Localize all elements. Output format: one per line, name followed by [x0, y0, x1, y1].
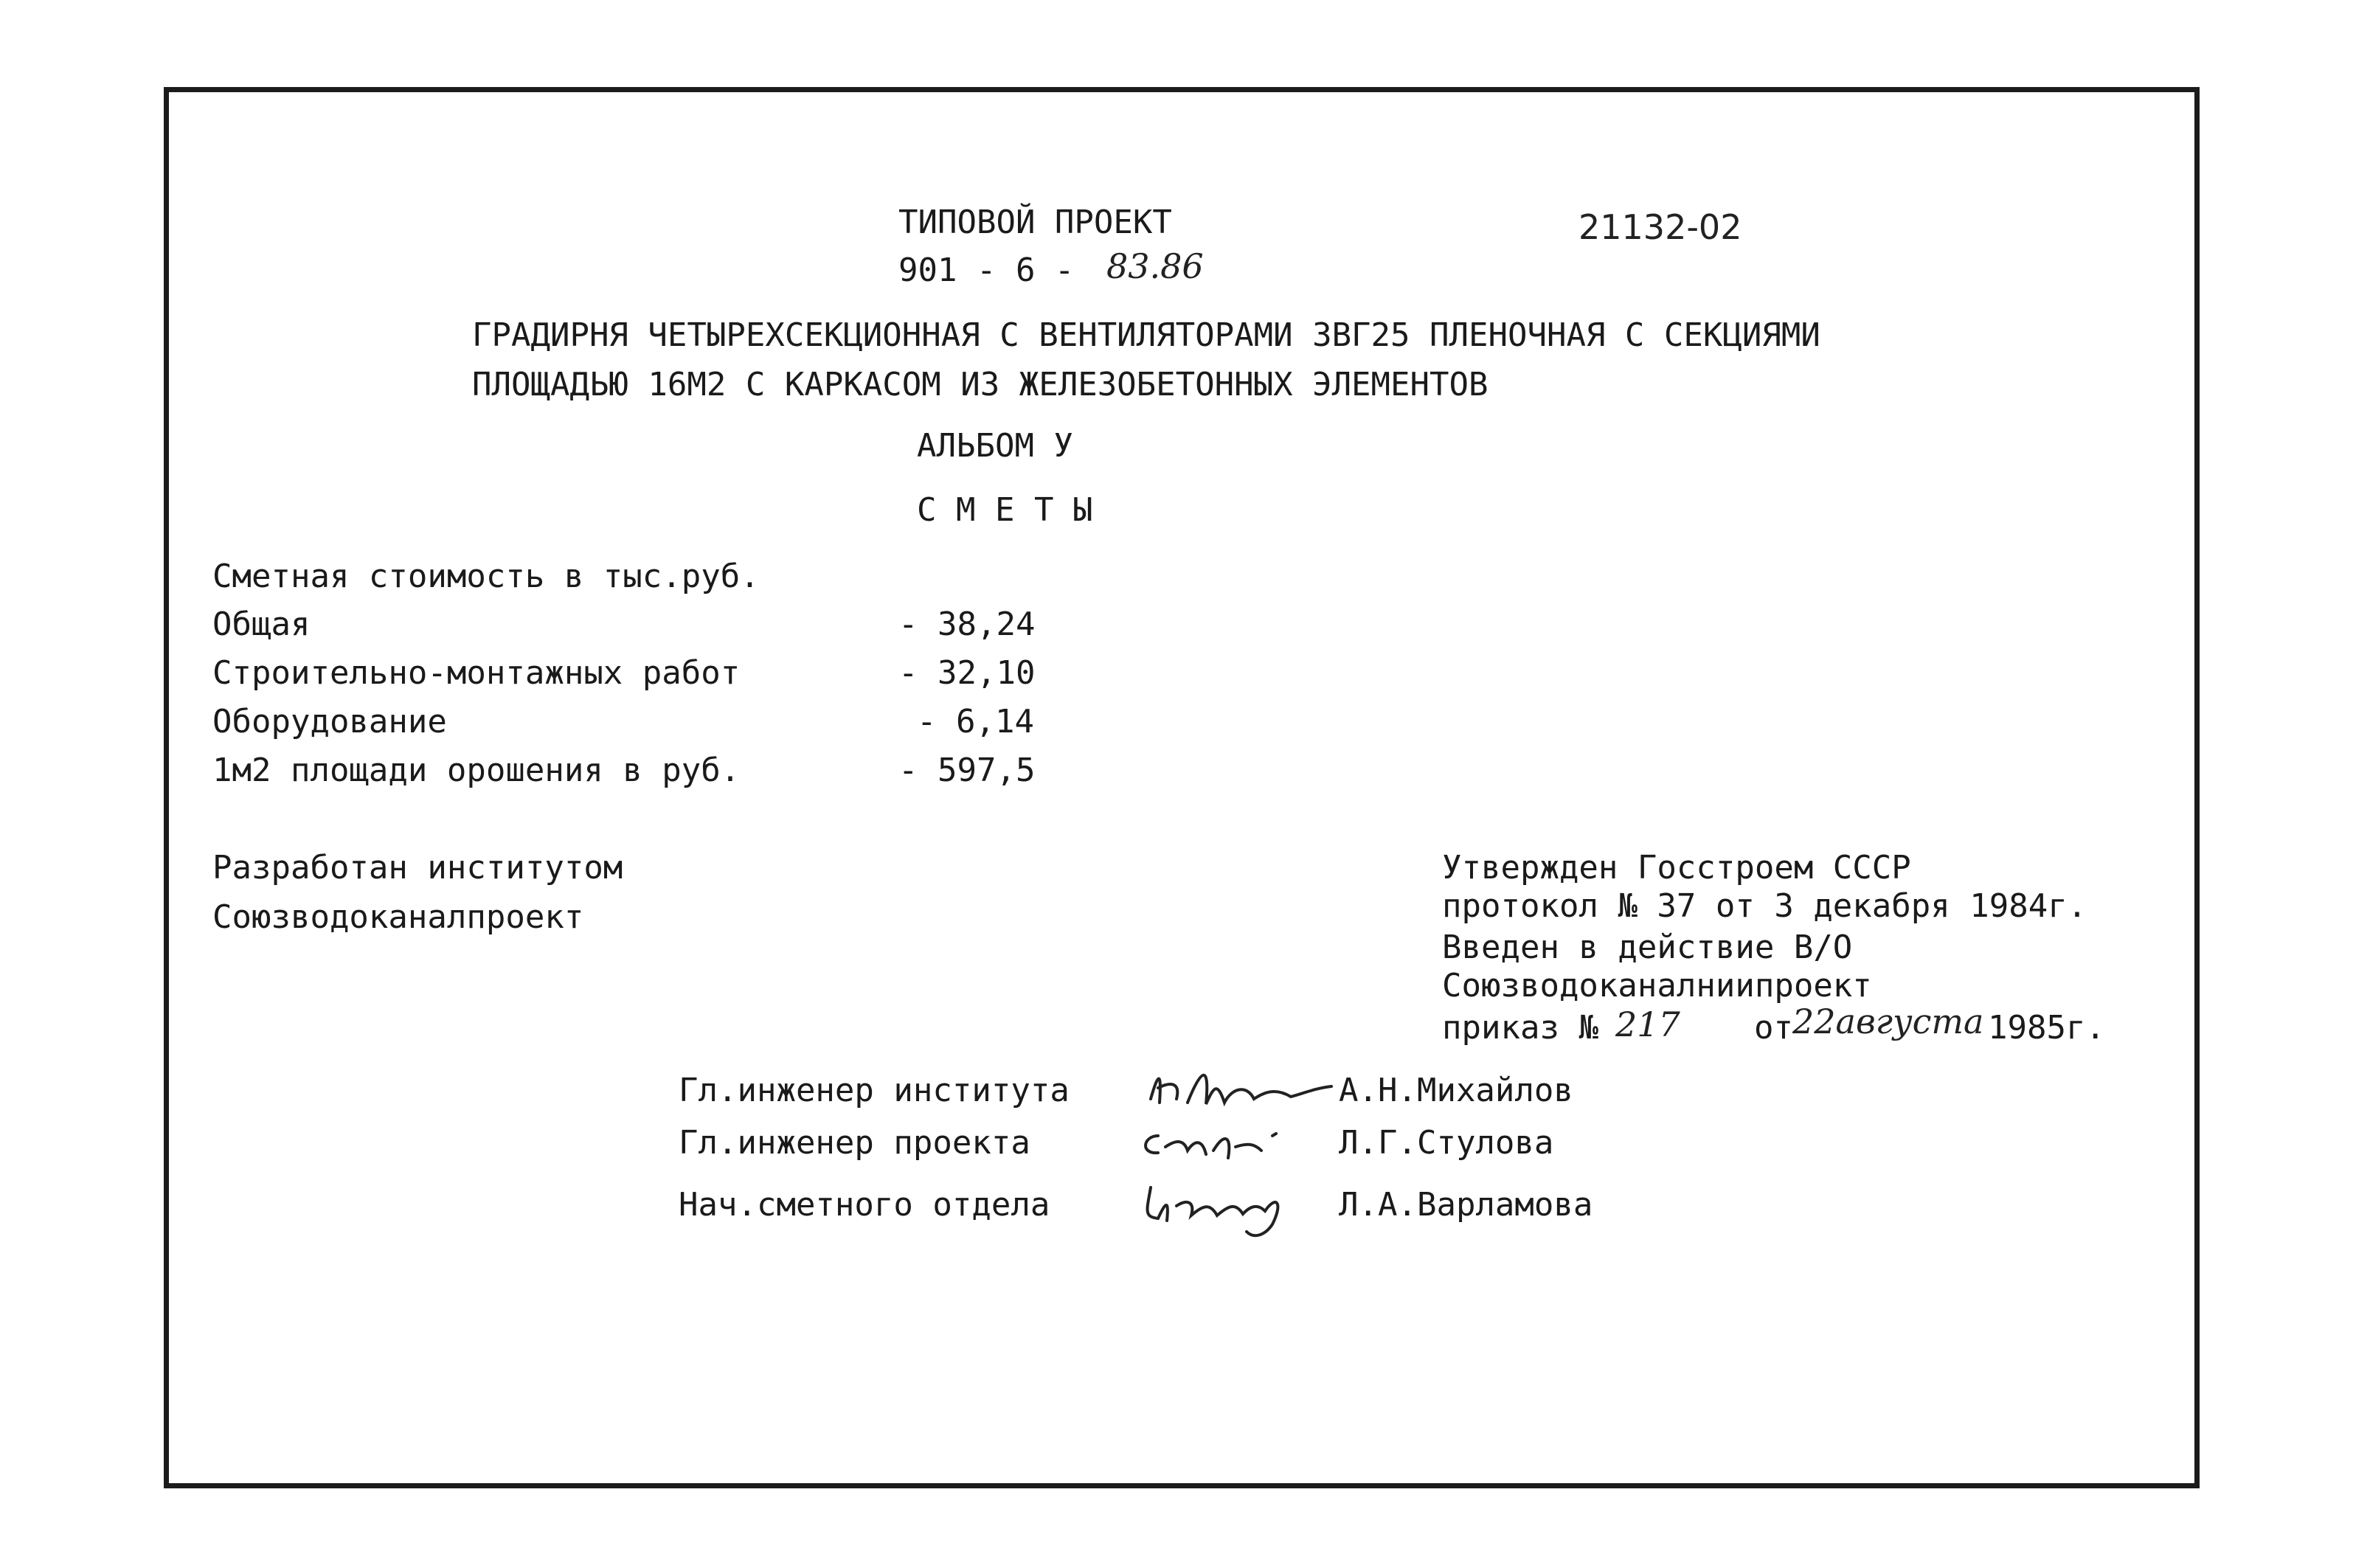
document-number: 21132-02 — [1579, 207, 1742, 247]
order-date-handwritten: 22августа — [1792, 1002, 1984, 1041]
signature-stulova — [1132, 1110, 1309, 1169]
order-from: от — [1754, 1009, 1793, 1047]
signatory-role: Нач.сметного отдела — [679, 1186, 1050, 1224]
project-code-handwritten: 83.86 — [1106, 246, 1204, 286]
signature-mikhailov — [1143, 1058, 1350, 1117]
signatory-name: Л.А.Варламова — [1339, 1186, 1593, 1224]
cost-label: Оборудование — [212, 703, 447, 740]
developer-line-2: Союзводоканалпроект — [212, 898, 584, 936]
cost-label: Строительно-монтажных работ — [212, 654, 741, 692]
signatory-role: Гл.инженер проекта — [679, 1124, 1030, 1162]
cost-value: - 6,14 — [917, 703, 1034, 740]
signatory-name: А.Н.Михайлов — [1339, 1072, 1573, 1109]
approval-line-1: Утвержден Госстроем СССР — [1442, 849, 1911, 887]
cost-value: - 32,10 — [898, 654, 1036, 692]
subject-line-1: ГРАДИРНЯ ЧЕТЫРЕХСЕКЦИОННАЯ С ВЕНТИЛЯТОРАМИ 3ВГ25 ПЛЕНОЧНАЯ С СЕКЦИЯМИ — [472, 316, 1820, 354]
cost-value: - 597,5 — [898, 752, 1036, 789]
approval-line-2: протокол № 37 от 3 декабря 1984г. — [1442, 887, 2087, 925]
cost-label: 1м2 площади орошения в руб. — [212, 752, 741, 789]
developer-line-1: Разработан институтом — [212, 849, 623, 887]
order-number: 217 — [1615, 1005, 1680, 1044]
cost-label: Общая — [212, 606, 311, 643]
signatory-role: Гл.инженер института — [679, 1072, 1070, 1109]
order-year: 1985г. — [1988, 1009, 2105, 1047]
cost-heading: Сметная стоимость в тыс.руб. — [212, 558, 760, 595]
order-prefix: приказ № — [1442, 1009, 1598, 1047]
section-title: С М Е Т Ы — [917, 491, 1093, 529]
album-title: АЛЬБОМ У — [917, 427, 1073, 465]
approval-line-4: Союзводоканалниипроект — [1442, 967, 1872, 1005]
cost-value: - 38,24 — [898, 606, 1036, 643]
approval-line-3: Введен в действие В/О — [1442, 929, 1853, 966]
project-code: 901 - 6 - — [898, 251, 1075, 289]
signatory-name: Л.Г.Стулова — [1339, 1124, 1554, 1162]
subject-line-2: ПЛОЩАДЬЮ 16М2 С КАРКАСОМ ИЗ ЖЕЛЕЗОБЕТОННЫХ ЭЛЕМЕНТОВ — [472, 366, 1489, 403]
project-title: ТИПОВОЙ ПРОЕКТ — [898, 204, 1172, 241]
signature-varlamova — [1136, 1165, 1313, 1246]
